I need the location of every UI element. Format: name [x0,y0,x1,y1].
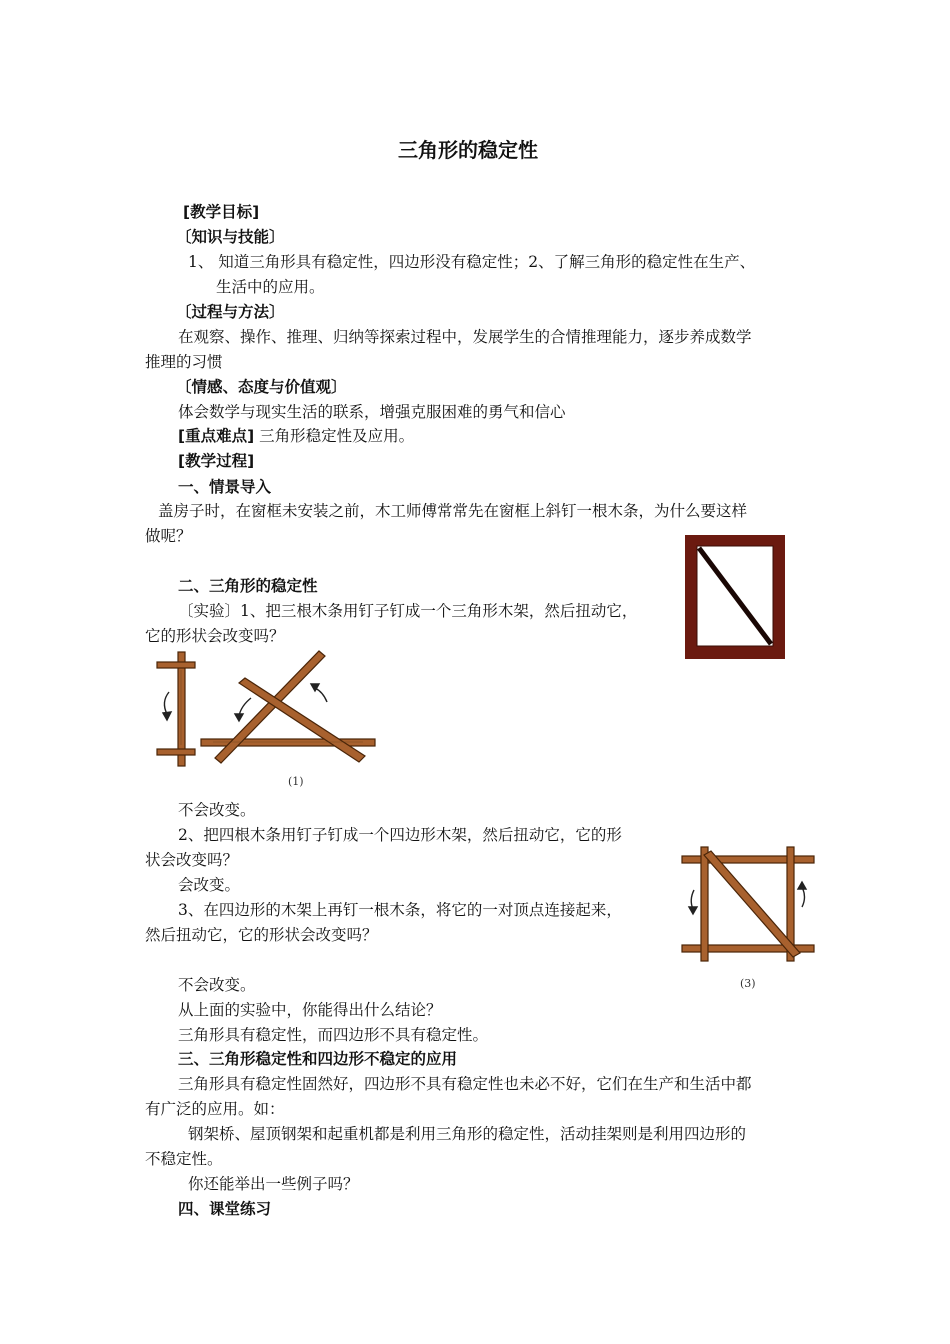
triangle-frame-figure [143,650,383,792]
section-4-heading: 四、课堂练习 [178,1200,272,1218]
process-heading: 〔过程与方法〕 [176,303,285,321]
answer-2: 会改变。 [178,876,241,894]
rotate-arrow-middle [239,698,251,716]
page-title: 三角形的稳定性 [398,138,538,162]
keypoints-text: 三角形稳定性及应用。 [259,427,415,445]
section-3-line-2: 有广泛的应用。如： [145,1100,285,1118]
section-2-heading: 二、三角形的稳定性 [178,577,318,595]
rotate-arrow-right [802,887,805,907]
question: 从上面的实验中，你能得出什么结论？ [178,1001,442,1019]
answer-1: 不会改变。 [178,801,256,819]
section-1-line-2: 做呢？ [145,527,192,545]
section-3-line-4: 不稳定性。 [145,1150,223,1168]
section-3-line-5: 你还能举出一些例子吗？ [188,1175,359,1193]
section-3-line-1: 三角形具有稳定性固然好，四边形不具有稳定性也未必不好，它们在生产和生活中都 [178,1075,752,1093]
section-1-heading: 一、情景导入 [178,478,272,496]
knowledge-line-1: 1、 知道三角形具有稳定性，四边形没有稳定性；2、了解三角形的稳定性在生产、 [188,253,756,271]
process-line-1: 在观察、操作、推理、归纳等探索过程中，发展学生的合情推理能力，逐步养成数学 [178,328,752,346]
keypoints [178,426,414,446]
experiment-2-line-1: 2、把四根木条用钉子钉成一个四边形木架，然后扭动它，它的形 [178,826,622,844]
experiment-1-line-2: 它的形状会改变吗？ [145,627,285,645]
quadrilateral-diagonal-figure [678,845,818,995]
section-3-heading: 三、三角形稳定性和四边形不稳定的应用 [178,1050,458,1068]
teaching-heading: [教学过程] [178,452,255,470]
experiment-1-line-1: 〔实验〕1、把三根木条用钉子钉成一个三角形木架，然后扭动它， [178,602,638,620]
rotate-arrow-left [164,692,169,714]
rotate-arrow-left [691,890,694,909]
quad-left-bar [701,847,708,961]
experiment-3-line-2: 然后扭动它，它的形状会改变吗？ [145,926,378,944]
figure-1-caption: (1) [288,775,304,788]
loose-stick-crossbar-bottom [157,749,195,755]
experiment-3-line-1: 3、在四边形的木架上再钉一根木条，将它的一对顶点连接起来， [178,901,622,919]
process-line-2: 推理的习惯 [145,353,223,371]
experiment-2-line-2: 状会改变吗？ [145,851,239,869]
objectives-heading: [教学目标] [183,203,260,221]
emotion-heading: 〔情感、态度与价值观〕 [176,378,347,396]
answer-3: 不会改变。 [178,976,256,994]
rotate-arrow-right [315,688,327,702]
keypoints-label: [重点难点] [178,427,255,445]
knowledge-line-2: 生活中的应用。 [216,278,325,296]
figure-3-caption: (3) [740,977,756,990]
section-1-line-1: 盖房子时，在窗框未安装之前，木工师傅常常先在窗框上斜钉一根木条，为什么要这样 [158,502,748,520]
quad-diagonal-bar [704,851,800,957]
conclusion: 三角形具有稳定性，而四边形不具有稳定性。 [178,1026,489,1044]
knowledge-heading: 〔知识与技能〕 [176,228,285,246]
emotion-line: 体会数学与现实生活的联系，增强克服困难的勇气和信心 [178,403,566,421]
window-frame-figure [685,535,785,659]
loose-stick-crossbar-top [157,662,195,668]
section-3-line-3: 钢架桥、屋顶钢架和起重机都是利用三角形的稳定性，活动挂架则是利用四边形的 [188,1125,747,1143]
